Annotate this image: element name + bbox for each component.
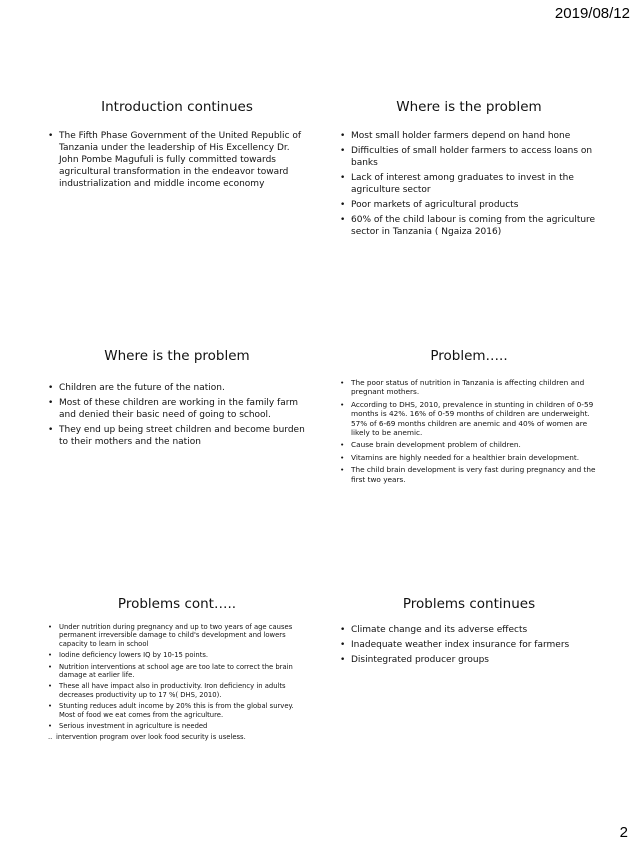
bullet-text: The Fifth Phase Government of the United Republic of Tanzania under the leadership of His Excellency Dr. John Pombe Magufuli is fully committed towards agricultural transformation in the endeavor toward industrialization and middle income economy (59, 131, 302, 189)
list-item (48, 722, 306, 730)
bullet-marker: • (340, 200, 346, 210)
bullet-text: Disintegrated producer groups (351, 655, 489, 665)
list-item (48, 397, 306, 421)
bullet-text: These all have impact also in productivity. Iron deficiency in adults decreases productivity up to 17 %( DHS, 2010). (59, 682, 286, 699)
list-item (340, 639, 598, 651)
list-item (340, 624, 598, 636)
bullet-text: Cause brain development problem of children. (351, 440, 521, 450)
list-item (340, 145, 598, 169)
list-item (48, 651, 306, 659)
bullet-text: The child brain development is very fast during pregnancy and the first two years. (351, 465, 596, 484)
list-item (48, 702, 306, 719)
slide-title: Where is the problem (396, 99, 542, 115)
bullet-text: The poor status of nutrition in Tanzania is affecting children and pregnant mothers. (351, 378, 585, 397)
bullet-list (48, 130, 306, 190)
bullet-text: 60% of the child labour is coming from the agriculture sector in Tanzania ( Ngaiza 2016) (351, 215, 596, 237)
bullet-list (48, 382, 306, 448)
bullet-text: Most small holder farmers depend on hand hone (351, 131, 571, 141)
slide-title: Problem….. (430, 348, 508, 364)
page-date: 2019/08/12 (554, 5, 630, 22)
bullet-list (340, 130, 598, 238)
slide-problems-cont (48, 596, 306, 745)
list-item (340, 440, 598, 449)
list-item (48, 682, 306, 699)
bullet-marker: • (340, 625, 346, 635)
bullet-text: According to DHS, 2010, prevalence in stunting in children of 0-59 months is 42%. 16% of 0-59 months of children are underweight. 57% of 6-69 months children are anemic and 40% of women are likely to be anemic. (351, 399, 594, 438)
bullet-text: Vitamins are highly needed for a healthier brain development. (351, 452, 580, 462)
bullet-text: Serious investment in agriculture is needed (59, 722, 208, 731)
bullet-marker: • (48, 662, 53, 671)
slide-where-is-the-problem-1 (340, 99, 598, 241)
bullet-marker: • (340, 215, 346, 225)
bullet-marker: • (48, 398, 54, 408)
slide-title: Introduction continues (101, 99, 253, 115)
slide-title: Where is the problem (104, 348, 250, 364)
bullet-text: Nutrition interventions at school age are too late to correct the brain damage at earlier life. (59, 662, 293, 680)
bullet-marker: • (340, 452, 345, 462)
slide-title: Problems continues (402, 596, 536, 612)
list-item (340, 130, 598, 142)
list-item (340, 199, 598, 211)
bullet-marker: • (340, 440, 345, 450)
bullet-text: Iodine deficiency lowers IQ by 10-15 points. (59, 651, 209, 660)
bullet-marker: • (48, 131, 54, 141)
bullet-marker: • (340, 640, 346, 650)
bullet-text: Stunting reduces adult income by 20% this is from the global survey. Most of food we eat comes from the agriculture. (59, 702, 294, 719)
bullet-list (340, 624, 598, 666)
bullet-marker: • (340, 378, 345, 387)
bullet-marker: • (48, 722, 53, 731)
list-item (340, 465, 598, 484)
list-item (340, 453, 598, 462)
bullet-text: intervention program over look food security is useless. (56, 733, 246, 742)
bullet-marker: • (340, 399, 345, 409)
bullet-text: Lack of interest among graduates to invest in the agriculture sector (351, 173, 574, 195)
list-item (48, 130, 306, 190)
bullet-marker: • (340, 131, 346, 141)
list-item (48, 424, 306, 448)
bullet-marker: • (340, 655, 346, 665)
bullet-text: Children are the future of the nation. (59, 383, 225, 393)
bullet-text: They end up being street children and become burden to their mothers and the nation (59, 425, 305, 447)
list-item (48, 382, 306, 394)
list-item (340, 378, 598, 397)
bullet-text: Most of these children are working in the family farm and denied their basic need of going to school. (59, 398, 299, 420)
bullet-marker: • (340, 465, 345, 475)
slide-title: Problems cont….. (117, 596, 237, 612)
bullet-text: Difficulties of small holder farmers to access loans on banks (351, 146, 593, 168)
bullet-marker: • (48, 623, 53, 631)
bullet-marker: • (340, 173, 346, 183)
bullet-text: Climate change and its adverse effects (351, 625, 528, 635)
bullet-marker: • (48, 383, 54, 393)
bullet-list (48, 623, 306, 742)
list-item (340, 400, 598, 438)
bullet-marker: • (48, 702, 53, 711)
page-number: 2 (619, 824, 628, 841)
slide-where-is-the-problem-2 (48, 348, 306, 451)
list-item (340, 654, 598, 666)
list-item (48, 733, 306, 741)
list-item (48, 623, 306, 648)
list-item (48, 663, 306, 680)
bullet-marker: • (340, 146, 346, 156)
slide-introduction-continues (48, 99, 306, 193)
bullet-marker: • (48, 425, 54, 435)
bullet-marker: .. (48, 733, 53, 742)
list-item (340, 214, 598, 238)
slide-problems-continues (340, 596, 598, 669)
list-item (340, 172, 598, 196)
bullet-text: Poor markets of agricultural products (351, 200, 519, 210)
bullet-text: Under nutrition during pregnancy and up to two years of age causes permanent irreversible damage to child's development and lowers capacity to learn in school (59, 623, 293, 648)
slide-problem (340, 348, 598, 487)
bullet-marker: • (48, 682, 53, 691)
bullet-list (340, 378, 598, 484)
bullet-marker: • (48, 651, 53, 660)
bullet-text: Inadequate weather index insurance for farmers (351, 640, 570, 650)
